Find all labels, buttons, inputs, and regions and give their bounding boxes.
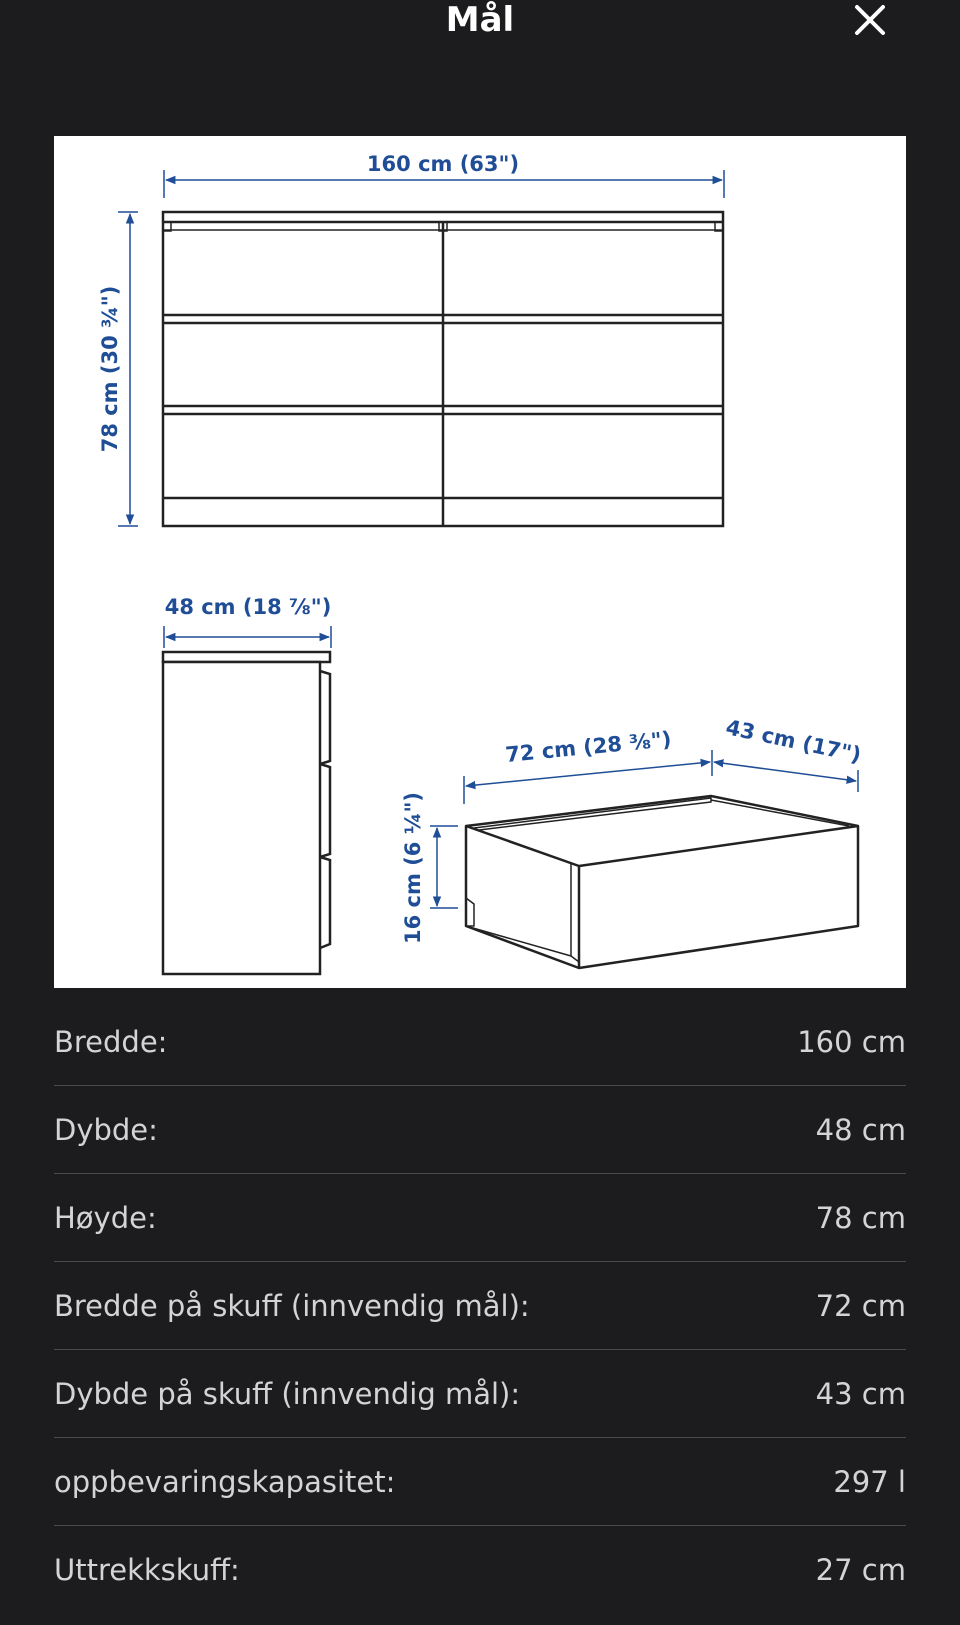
height-dimension — [98, 212, 138, 526]
depth-label: 48 cm (18 ⅞") — [164, 595, 332, 619]
spec-label: Bredde på skuff (innvendig mål): — [54, 1288, 530, 1323]
spec-row-width — [54, 998, 906, 1086]
specs-list — [54, 998, 906, 1614]
drawer-width-label: 72 cm (28 ⅜") — [504, 727, 673, 767]
spec-label: Uttrekkskuff: — [54, 1553, 240, 1587]
spec-row-drawer-width — [54, 1262, 906, 1350]
spec-label: Høyde: — [54, 1200, 157, 1235]
width-label: 160 cm (63") — [366, 152, 520, 176]
drawer-depth-label: 43 cm (17") — [723, 715, 864, 768]
dresser-side-view — [163, 652, 330, 974]
spec-row-storage-capacity — [54, 1438, 906, 1526]
drawer-width-dimension — [464, 727, 712, 804]
spec-label: Dybde på skuff (innvendig mål): — [54, 1376, 521, 1411]
spec-row-drawer-extension — [54, 1526, 906, 1614]
dimension-diagram — [54, 136, 906, 988]
spec-value: 43 cm — [815, 1376, 906, 1411]
spec-value: 297 l — [833, 1464, 906, 1499]
spec-value: 48 cm — [815, 1112, 906, 1147]
spec-value: 72 cm — [815, 1288, 906, 1323]
spec-label: Dybde: — [54, 1112, 158, 1147]
depth-dimension — [164, 595, 331, 648]
spec-value: 27 cm — [815, 1553, 906, 1587]
dresser-front-view — [163, 212, 723, 526]
spec-value: 78 cm — [815, 1200, 906, 1235]
spec-value: 160 cm — [797, 1024, 906, 1059]
spec-row-height — [54, 1174, 906, 1262]
width-dimension — [164, 152, 724, 198]
spec-label: Bredde: — [54, 1024, 168, 1059]
drawer-height-dimension — [401, 792, 458, 944]
height-label: 78 cm (30 ¾") — [98, 285, 122, 453]
page-title: Mål — [445, 0, 515, 40]
close-icon — [852, 2, 888, 38]
drawer-height-label: 16 cm (6 ¼") — [401, 792, 425, 944]
header-bar — [0, 0, 960, 60]
close-button[interactable] — [852, 2, 888, 38]
spec-row-depth — [54, 1086, 906, 1174]
spec-row-drawer-depth — [54, 1350, 906, 1438]
drawer-depth-dimension — [714, 715, 863, 792]
spec-label: oppbevaringskapasitet: — [54, 1464, 396, 1499]
drawer-view — [466, 796, 858, 968]
